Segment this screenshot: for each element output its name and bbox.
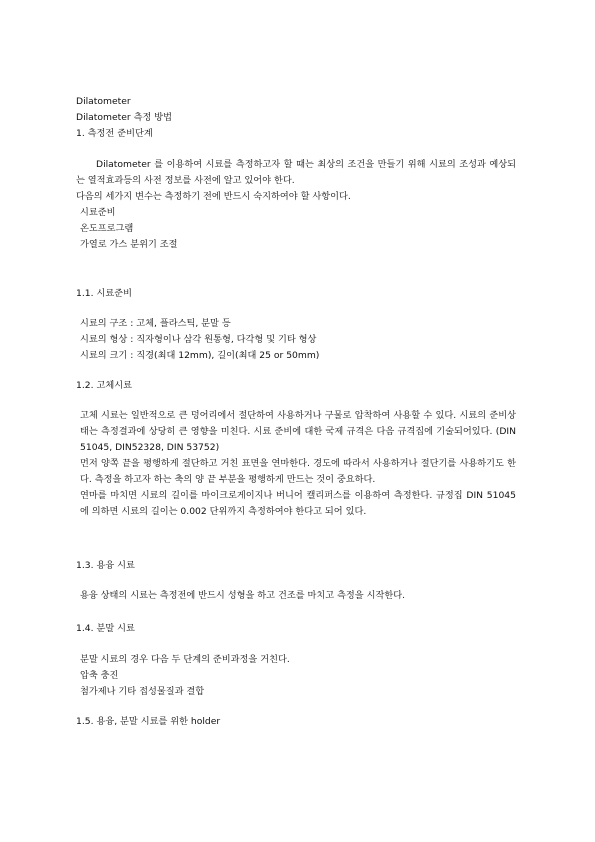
section-1-5-heading: 1.5. 용융, 분말 시료를 위한 holder: [76, 716, 221, 727]
section-1-1-heading: 1.1. 시료준비: [76, 288, 132, 299]
section-1-2-heading: 1.2. 고체시료: [76, 380, 132, 391]
sample-item-1: 시료의 구조 : 고체, 플라스틱, 분말 등: [80, 318, 231, 329]
powder-item-3: 첨가제나 기타 접성물질과 결합: [80, 686, 205, 697]
molten-para: 용융 상태의 시료는 측정전에 반드시 성형을 하고 건조를 마치고 측정을 시작한다.: [80, 590, 406, 601]
var-item-2: 온도프로그램: [80, 223, 134, 234]
section-1-3-heading: 1.3. 용융 시료: [76, 560, 135, 571]
doc-title: Dilatometer: [76, 96, 131, 107]
section-1-intro: Dilatometer 를 이용하여 시료를 측정하고자 할 때는 최상의 조건을 만들기 위해 시료의 조성과 예상되는 열적효과등의 사전 정보를 사전에 알고 있어야 한다.: [76, 159, 516, 186]
doc-subtitle: Dilatometer 측정 방법: [76, 112, 173, 123]
var-item-3: 가열로 가스 분위기 조절: [80, 239, 178, 250]
section-1-vars-lead: 다음의 세가지 변수는 측정하기 전에 반드시 숙지하여야 할 사항이다.: [76, 191, 351, 202]
solid-para-2: 먼저 양쪽 끝을 평행하게 절단하고 거친 표면을 연마한다. 경도에 따라서 사용하거나 절단기를 사용하기도 한다. 측정을 하고자 하는 축의 양 끝 부분을 평행하게 만드는 것이 중요하다.: [80, 458, 516, 485]
var-item-1: 시료준비: [80, 207, 116, 218]
sample-item-3: 시료의 크기 : 직경(최대 12mm), 길이(최대 25 or 50mm): [80, 350, 320, 361]
solid-para-3: 연마를 마치면 시료의 길이를 마이크로게이지나 버니어 캘리퍼스를 이용하여 측정한다. 규정집 DIN 51045 에 의하면 시료의 길이는 0.002 단위까지 측정하여야 한다고 되어 있다.: [80, 490, 516, 517]
section-1-heading: 1. 측정전 준비단계: [76, 128, 153, 139]
sample-item-2: 시료의 형상 : 직자형이나 삼각 원통형, 다각형 및 기타 형상: [80, 334, 317, 345]
section-1-intro-block: [76, 157, 516, 205]
powder-item-1: 분말 시료의 경우 다음 두 단계의 준비과정을 거친다.: [80, 654, 290, 665]
section-1-4-heading: 1.4. 분말 시료: [76, 623, 135, 634]
section-1-2-body: [76, 408, 516, 520]
powder-item-2: 압축 충진: [80, 670, 119, 681]
solid-para-1: 고체 시료는 일반적으로 큰 덩어리에서 절단하여 사용하거나 구물로 압착하여 사용할 수 있다. 시료의 준비상태는 측정결과에 상당히 큰 영향을 미친다. 시료 준비에 대한 국제 규격은 다음 규격집에 기술되어있다. (DIN 51045, DIN52328, DIN 53752): [80, 410, 516, 453]
